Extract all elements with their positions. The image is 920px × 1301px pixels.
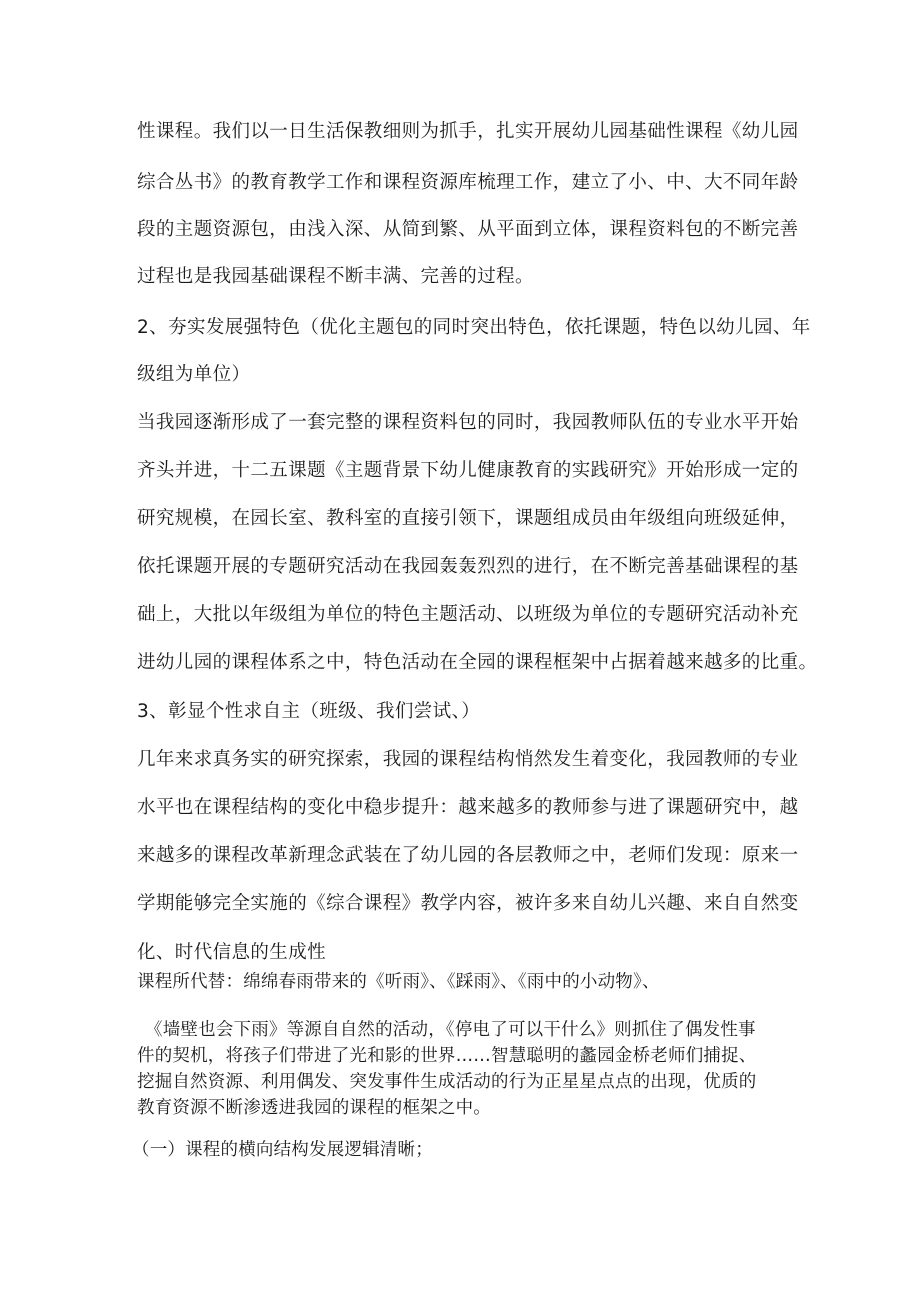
paragraph-line: 段的主题资源包，由浅入深、从简到繁、从平面到立体，课程资料包的不断完善 [137,219,799,240]
paragraph-line: 化、时代信息的生成性 [137,942,327,963]
paragraph-line: 性课程。我们以一日生活保教细则为抓手，扎实开展幼儿园基础性课程《幼儿园 [137,121,799,142]
paragraph-line: 综合丛书》的教育教学工作和课程资源库梳理工作，建立了小、中、大不同年龄 [137,172,799,193]
section-heading-2: 2、夯实发展强特色（优化主题包的同时突出特色，依托课题，特色以幼儿园、年 [137,317,811,338]
paragraph-line: 过程也是我园基础课程不断丰满、完善的过程。 [137,266,534,287]
paragraph-line: 《墙壁也会下雨》等源自自然的活动，《停电了可以干什么》则抓住了偶发性事 [145,1020,756,1040]
paragraph-line: 挖掘自然资源、利用偶发、突发事件生成活动的行为正星星点点的出现，优质的 [137,1072,757,1092]
paragraph-line: 研究规模，在园长室、教科室的直接引领下，课题组成员由年级组向班级延伸， [137,508,799,529]
paragraph-line: 础上，大批以年级组为单位的特色主题活动、以班级为单位的专题研究活动补充 [137,604,799,625]
paragraph-line: 水平也在课程结构的变化中稳步提升：越来越多的教师参与进了课题研究中，越 [137,797,799,818]
paragraph-line: 几年来求真务实的研究探索，我园的课程结构悄然发生着变化，我园教师的专业 [137,749,799,770]
subsection-heading: （一）课程的横向结构发展逻辑清晰； [132,1140,433,1160]
paragraph-line: 件的契机，将孩子们带进了光和影的世界……智慧聪明的蠡园金桥老师们捕捉、 [137,1046,757,1066]
paragraph-line: 学期能够完全实施的《综合课程》教学内容，被许多来自幼儿兴趣、来自自然变 [137,893,799,914]
paragraph-line: 来越多的课程改革新理念武装在了幼儿园的各层教师之中，老师们发现：原来一 [137,845,799,866]
paragraph-line: 齐头并进，十二五课题《主题背景下幼儿健康教育的实践研究》开始形成一定的 [137,460,799,481]
paragraph-line: 课程所代替：绵绵春雨带来的《听雨》、《踩雨》、《雨中的小动物》、 [137,972,660,992]
paragraph-line: 进幼儿园的课程体系之中，特色活动在全园的课程框架中占据着越来越多的比重。 [137,652,818,673]
paragraph-line: 依托课题开展的专题研究活动在我园轰轰烈烈的进行，在不断完善基础课程的基 [137,556,799,577]
paragraph-line: 当我园逐渐形成了一套完整的课程资料包的同时，我园教师队伍的专业水平开始 [137,412,799,433]
section-heading-3: 3、彰显个性求自主（班级、我们尝试、） [137,701,481,722]
paragraph-line: 教育资源不断渗透进我园的课程的框架之中。 [137,1098,491,1118]
section-heading-2-cont: 级组为单位） [137,364,251,385]
